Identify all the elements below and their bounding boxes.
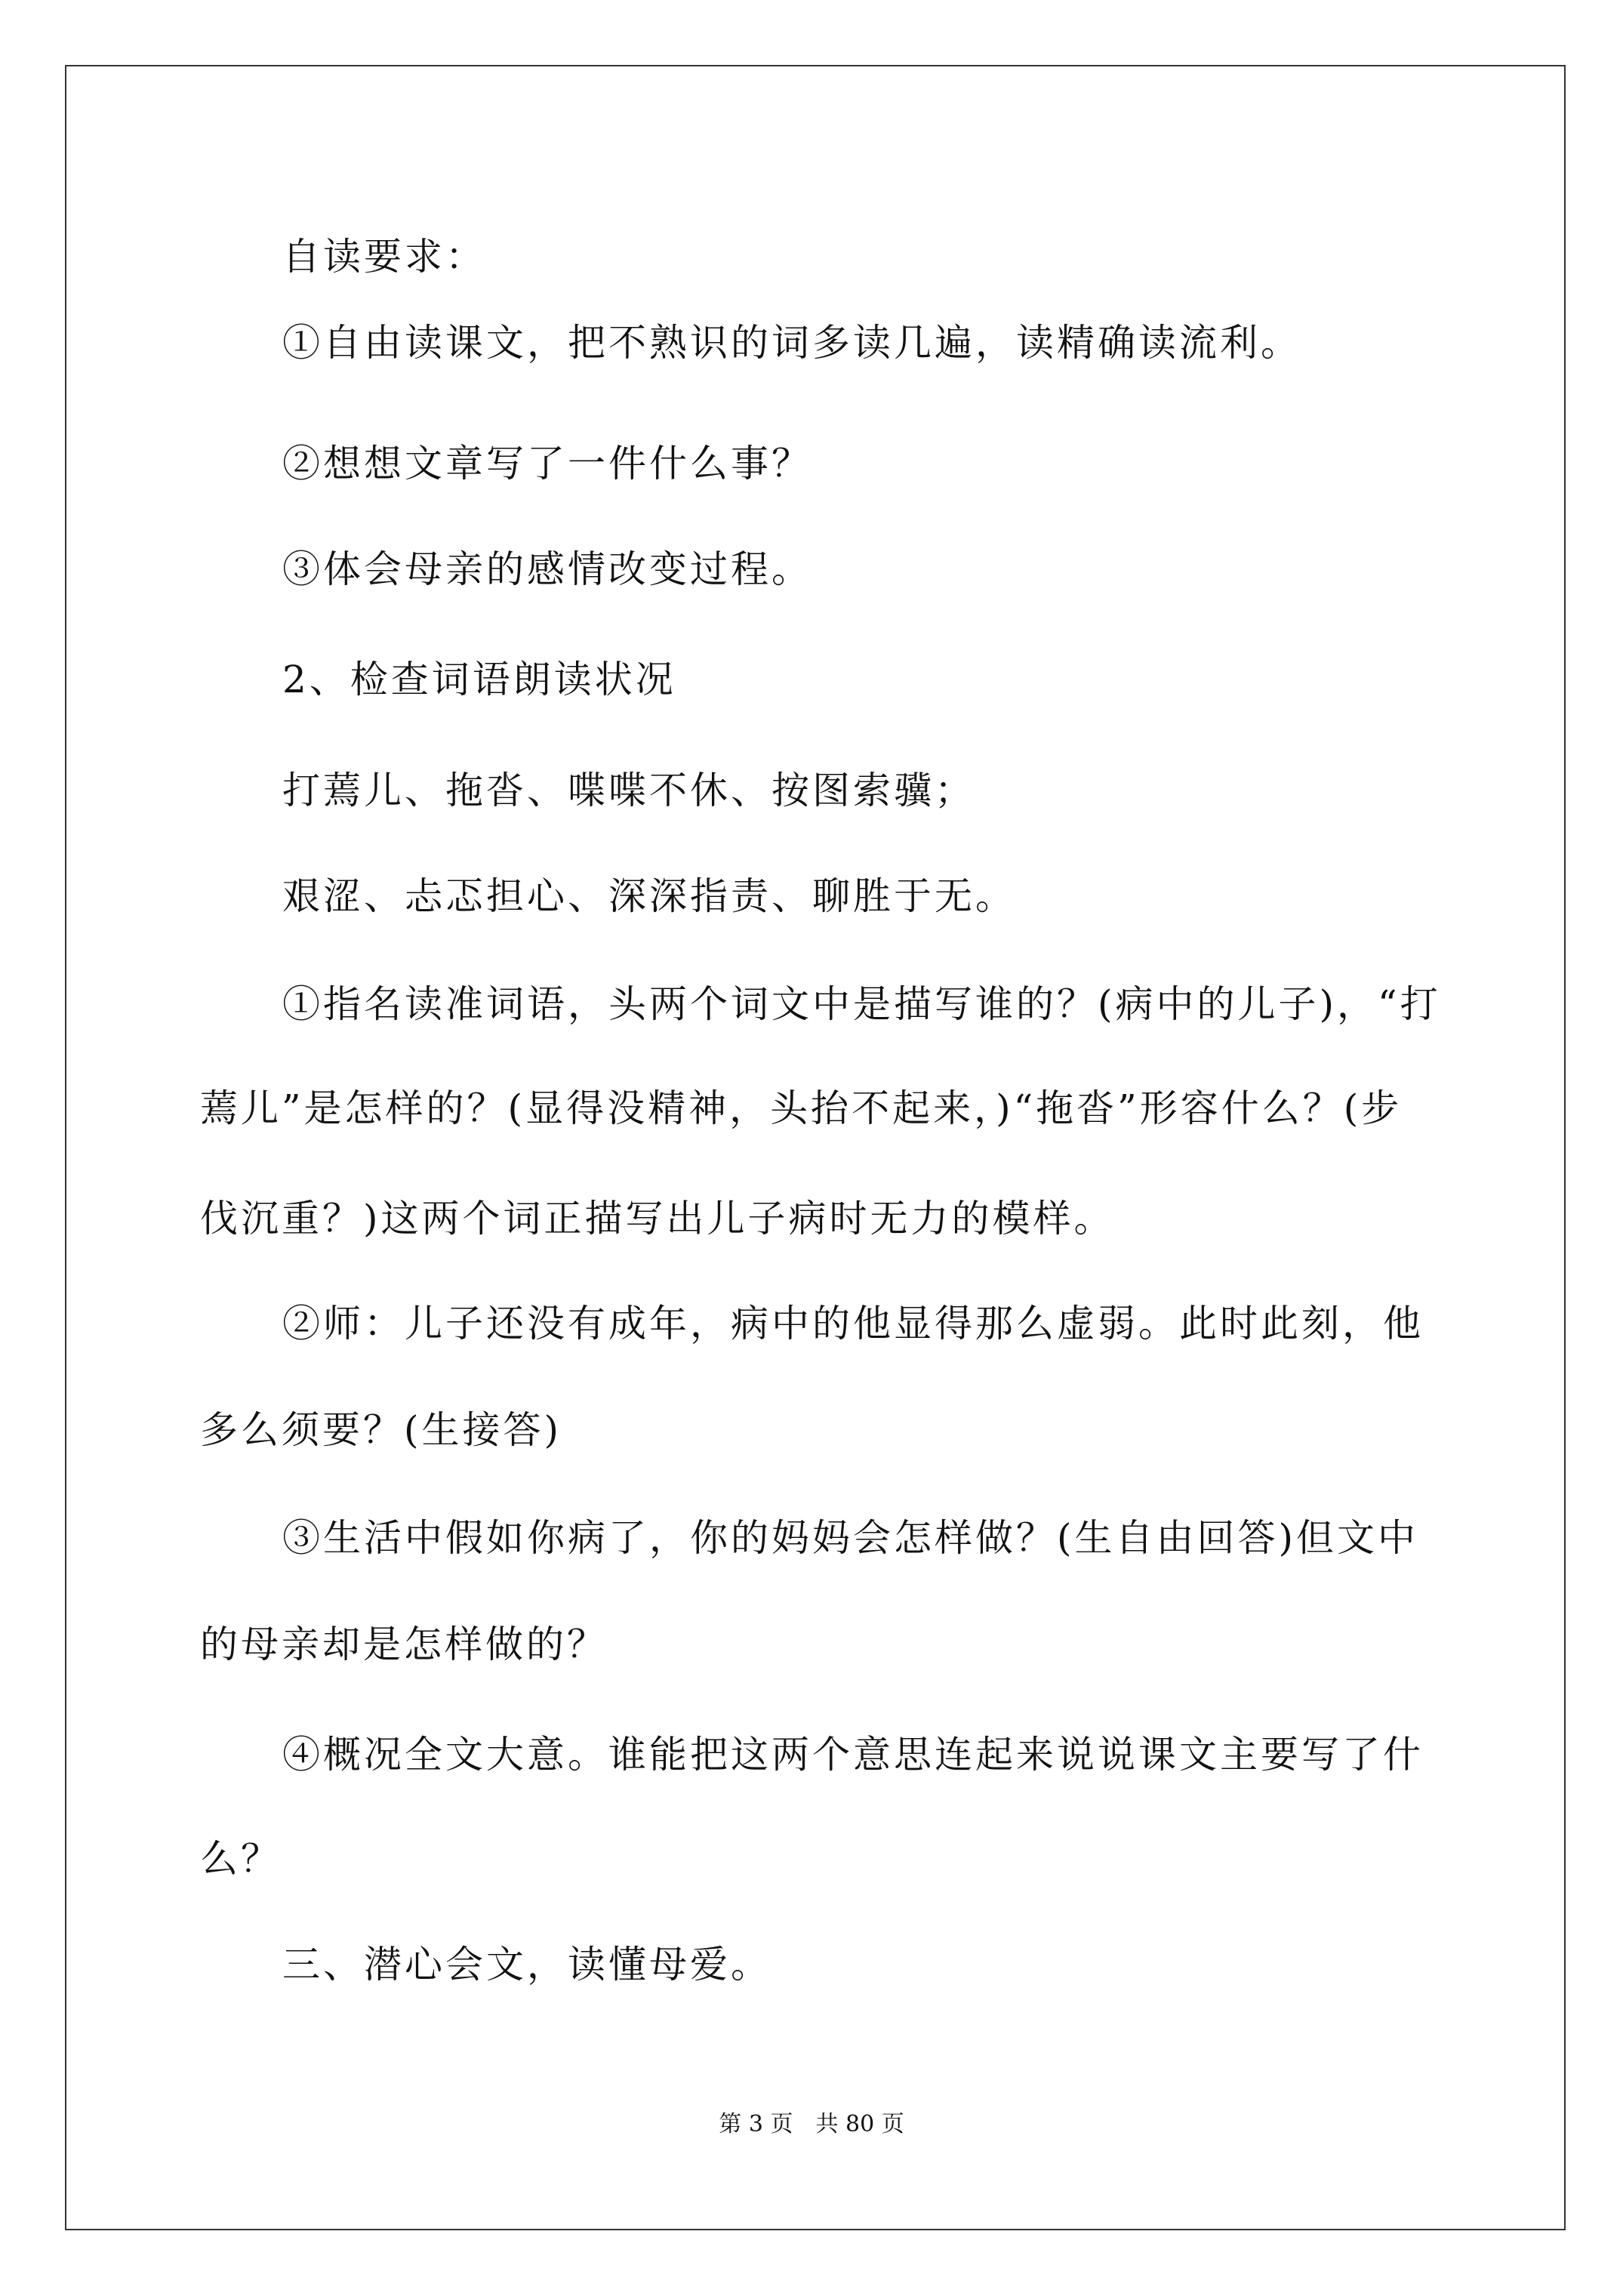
text-line: ②师：儿子还没有成年，病中的他显得那么虚弱。此时此刻，他 bbox=[282, 1302, 1424, 1345]
text-line: 多么须要？(生接答) bbox=[200, 1408, 562, 1452]
page-border bbox=[65, 65, 1566, 2230]
text-line: 伐沉重？)这两个词正描写出儿子病时无力的模样。 bbox=[200, 1197, 1115, 1240]
text-line: ②想想文章写了一件什么事？ bbox=[282, 442, 812, 485]
text-line: 艰涩、忐忑担心、深深指责、聊胜于无。 bbox=[282, 874, 1016, 918]
text-line: 自读要求： bbox=[282, 235, 486, 279]
text-line: ④概况全文大意。谁能把这两个意思连起来说说课文主要写了什 bbox=[282, 1733, 1424, 1777]
page-footer: 第 3 页 共 80 页 bbox=[719, 2111, 904, 2137]
text-line: 的母亲却是怎样做的？ bbox=[200, 1623, 608, 1666]
text-line: ①指名读准词语，头两个词文中是描写谁的？(病中的儿子)，“打 bbox=[282, 982, 1441, 1026]
text-line: ①自由读课文，把不熟识的词多读几遍，读精确读流利。 bbox=[282, 321, 1301, 365]
text-line: 么？ bbox=[200, 1837, 282, 1881]
text-line: 蔫儿”是怎样的？(显得没精神，头抬不起来，)“拖沓”形容什么？(步 bbox=[200, 1086, 1403, 1130]
text-line: 2、检查词语朗读状况 bbox=[282, 658, 676, 701]
text-line: ③体会母亲的感情改变过程。 bbox=[282, 547, 812, 591]
text-line: 三、潜心会文，读懂母爱。 bbox=[282, 1943, 771, 1986]
text-line: 打蔫儿、拖沓、喋喋不休、按图索骥； bbox=[282, 769, 975, 812]
text-line: ③生活中假如你病了，你的妈妈会怎样做？(生自由回答)但文中 bbox=[282, 1516, 1419, 1560]
